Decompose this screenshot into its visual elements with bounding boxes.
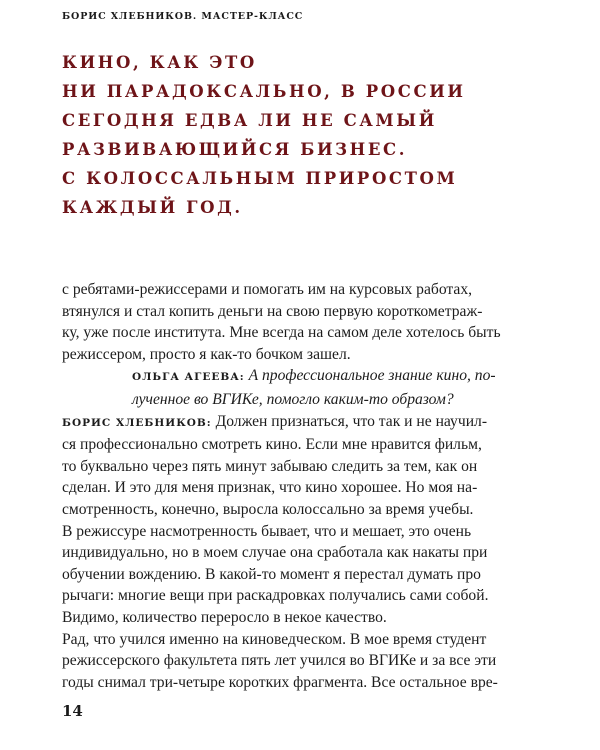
pull-quote-line: РАЗВИВАЮЩИЙСЯ БИЗНЕС. [62,140,408,159]
interviewee-name: БОРИС ХЛЕБНИКОВ: [62,416,212,429]
pull-quote-line: НИ ПАРАДОКСАЛЬНО, В РОССИИ [62,82,466,101]
body-line: рычаги: многие вещи при раскадровках получались сами собой. [62,587,489,605]
pull-quote-line: КАЖДЫЙ ГОД. [62,198,243,217]
body-line: обучении вождению. В какой-то момент я перестал думать про [62,565,481,583]
running-head: БОРИС ХЛЕБНИКОВ. МАСТЕР-КЛАСС [62,11,304,22]
body-line: ся профессионально смотреть кино. Если мне нравится фильм, [62,436,482,454]
interviewer-question [62,365,542,389]
page-number: 14 [62,702,83,720]
body-line: режиссерского факультета пять лет учился во ВГИКе и за все эти [62,652,497,670]
interviewer-name: ОЛЬГА АГЕЕВА: [132,371,245,384]
question-text: А профессиональное знание кино, по- [248,367,496,385]
body-line: годы снимал три-четыре коротких фрагмента. Все остальное вре- [62,673,498,691]
body-line: сделан. И это для меня признак, что кино хорошее. Но моя на- [62,479,478,497]
pull-quote [62,48,466,222]
body-text [62,279,542,693]
body-line: ку, уже после института. Мне всегда на самом деле хотелось быть [62,324,501,342]
interviewee-answer [62,411,542,435]
question-text-continued: лученное во ВГИКе, помогло каким-то образом? [132,390,454,408]
pull-quote-line: С КОЛОССАЛЬНЫМ ПРИРОСТОМ [62,169,458,188]
body-line: режиссером, просто я как-то бочком зашел. [62,345,351,363]
body-line: индивидуально, но в моем случае она сработала как накаты при [62,544,488,562]
pull-quote-line: КИНО, КАК ЭТО [62,53,257,72]
body-line: Рад, что учился именно на киноведческом. В мое время студент [62,630,487,648]
body-line: то буквально через пять минут забываю следить за тем, как он [62,457,478,475]
body-line: втянулся и стал копить деньги на свою первую короткометраж- [62,302,483,320]
body-line: с ребятами-режиссерами и помогать им на курсовых работах, [62,281,473,298]
pull-quote-line: СЕГОДНЯ ЕДВА ЛИ НЕ САМЫЙ [62,111,437,130]
body-line: В режиссуре насмотренность бывает, что и мешает, это очень [62,522,472,540]
body-line: Видимо, количество переросло в некое качество. [62,608,387,626]
answer-text: Должен признаться, что так и не научил- [215,412,488,430]
body-line: смотренность, конечно, выросла колоссально за время учебы. [62,500,474,518]
